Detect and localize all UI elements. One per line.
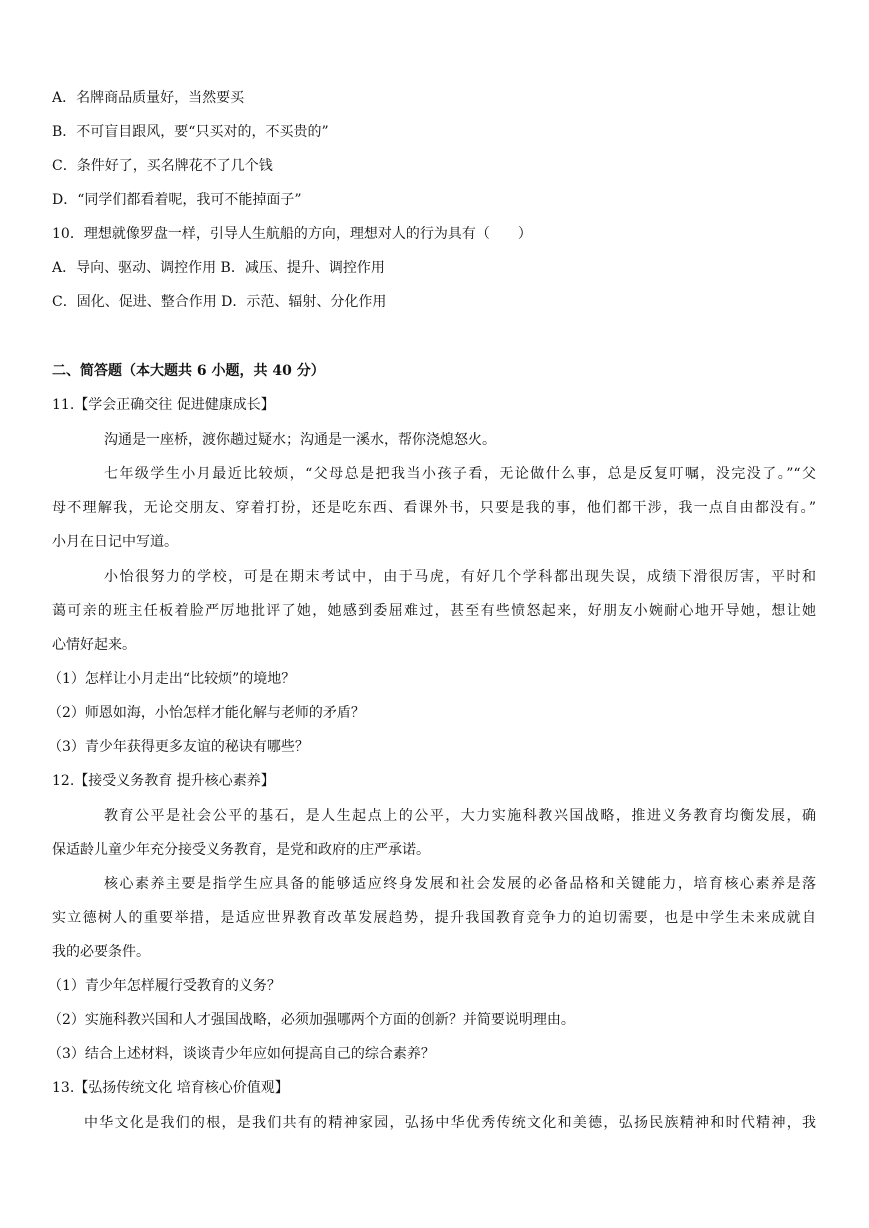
q9-option-a: A．名牌商品质量好，当然要买 [52,90,245,106]
q11-paragraph-2-line-3: 小月在日记中写道。 [52,534,178,550]
q11-paragraph-2-line-1: 七年级学生小月最近比较烦，“父母总是把我当小孩子看，无论做什么事，总是反复叮嘱，没完没了。”“父 [104,466,816,482]
q11-paragraph-1: 沟通是一座桥，渡你趟过疑水；沟通是一溪水，帮你浇熄怒火。 [104,432,496,448]
q9-option-b: B．不可盲目跟风，要“只买对的，不买贵的” [52,124,329,140]
q12-subquestion-1: （1）青少年怎样履行受教育的义务？ [48,978,281,994]
q12-subquestion-3: （3）结合上述材料，谈谈青少年应如何提高自己的综合素养？ [48,1046,435,1062]
q11-heading: 11.【学会正确交往 促进健康成长】 [52,397,275,413]
q13-heading: 13.【弘扬传统文化 培育核心价值观】 [52,1080,289,1096]
q11-subquestion-2: （2）师恩如海，小怡怎样才能化解与老师的矛盾？ [48,705,365,721]
q9-option-c: C．条件好了，买名牌花不了几个钱 [52,158,273,174]
q12-heading: 12.【接受义务教育 提升核心素养】 [52,773,275,789]
q11-subquestion-1: （1）怎样让小月走出“比较烦”的境地？ [48,671,296,687]
q12-paragraph-2-line-1: 核心素养主要是指学生应具备的能够适应终身发展和社会发展的必备品格和关键能力，培育核心素养是落 [104,876,816,892]
q12-paragraph-2-line-3: 我的必要条件。 [52,944,150,960]
q13-paragraph-1-line-1: 中华文化是我们的根，是我们共有的精神家园，弘扬中华优秀传统文化和美德，弘扬民族精神和时代精神，我 [84,1115,816,1131]
q11-paragraph-3-line-2: 蔼可亲的班主任板着脸严厉地批评了她，她感到委屈难过，甚至有些愤怒起来，好朋友小婉耐心地开导她，想让她 [52,603,816,619]
q12-paragraph-1-line-2: 保适龄儿童少年充分接受义务教育，是党和政府的庄严承诺。 [52,842,430,858]
q11-subquestion-3: （3）青少年获得更多友谊的秘诀有哪些？ [48,739,309,755]
q10-options-row2: C．固化、促进、整合作用 D．示范、辐射、分化作用 [52,294,387,310]
q11-paragraph-3-line-3: 心情好起来。 [52,637,136,653]
q11-paragraph-2-line-2: 母不理解我，无论交朋友、穿着打扮，还是吃东西、看课外书，只要是我的事，他们都干涉，我一点自由都没有。” [52,500,816,516]
q9-option-d: D．“同学们都看着呢，我可不能掉面子” [52,192,302,208]
section-title: 二、简答题（本大题共 6 小题，共 40 分） [52,363,325,379]
q12-subquestion-2: （2）实施科教兴国和人才强国战略，必须加强哪两个方面的创新？并简要说明理由。 [48,1012,575,1028]
q12-paragraph-2-line-2: 实立德树人的重要举措，是适应世界教育改革发展趋势，提升我国教育竞争力的迫切需要，也是中学生未来成就自 [52,910,816,926]
q11-paragraph-3-line-1: 小怡很努力的学校，可是在期末考试中，由于马虎，有好几个学科都出现失误，成绩下滑很厉害，平时和 [104,569,816,585]
q10-stem: 10．理想就像罗盘一样，引导人生航船的方向，理想对人的行为具有（ ） [52,226,532,242]
q10-options-row1: A．导向、驱动、调控作用 B．减压、提升、调控作用 [52,260,385,276]
q12-paragraph-1-line-1: 教育公平是社会公平的基石，是人生起点上的公平，大力实施科教兴国战略，推进义务教育均衡发展，确 [104,808,816,824]
